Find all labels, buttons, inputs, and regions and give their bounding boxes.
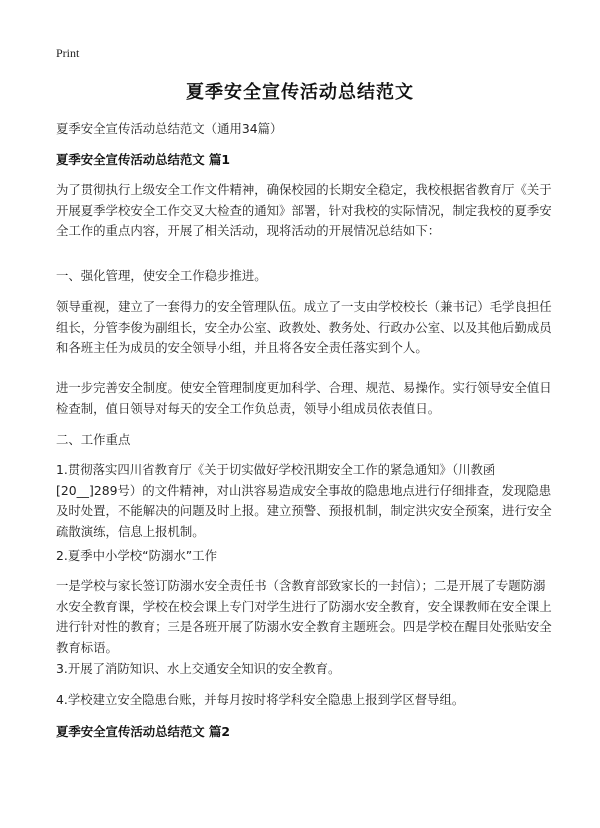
paragraph-intro: 为了贯彻执行上级安全工作文件精神，确保校园的长期安全稳定，我校根据省教育厅《关于开展夏季学校安全工作交叉大检查的通知》部署，针对我校的实际情况，制定我校的夏季安全工作的重点内容，开展了相关活动，现将活动的开展情况总结如下： — [56, 182, 552, 238]
paragraph-drowning-prevention: 一是学校与家长签订防溺水安全责任书（含教育部致家长的一封信）；二是开展了专题防溺水安全教育课，学校在校会课上专门对学生进行了防溺水安全教育，安全课教师在安全课上进行针对性的教育；三是各班开展了防溺水安全教育主题班会。四是学校在醒目处张贴安全教育标语。 — [56, 578, 552, 655]
section-heading-2: 夏季安全宣传活动总结范文 篇2 — [56, 724, 231, 739]
paragraph-fire-water-safety: 3.开展了消防知识、水上交通安全知识的安全教育。 — [56, 661, 341, 676]
page-title: 夏季安全宣传活动总结范文 — [186, 82, 414, 103]
paragraph-drowning-prevention-title: 2.夏季中小学校“防溺水”工作 — [56, 548, 217, 563]
paragraph-safety-system: 进一步完善安全制度。使安全管理制度更加科学、合理、规范、易操作。实行领导安全值日检查制，值日领导对每天的安全工作负总责，领导小组成员依表值日。 — [56, 380, 552, 416]
paragraph-flood-safety: 1.贯彻落实四川省教育厅《关于切实做好学校汛期安全工作的紧急通知》（川教函[20__]289号）的文件精神，对山洪容易造成安全事故的隐患地点进行仔细排查，发现隐患及时处置，不能解决的问题及时上报。建立预警、预报机制，制定洪灾安全预案，进行安全疏散演练，信息上报机制。 — [56, 462, 552, 539]
print-link[interactable]: Print — [56, 46, 80, 60]
document-subtitle: 夏季安全宣传活动总结范文（通用34篇） — [56, 121, 283, 136]
paragraph-hazard-ledger: 4.学校建立安全隐患台账，并每月按时将学科安全隐患上报到学区督导组。 — [56, 692, 465, 707]
paragraph-strengthen-management: 一、强化管理，使安全工作稳步推进。 — [56, 268, 267, 283]
paragraph-leadership: 领导重视，建立了一套得力的安全管理队伍。成立了一支由学校校长（兼书记）毛学良担任组长，分管李俊为副组长，安全办公室、政教处、教务处、行政办公室、以及其他后勤成员和各班主任为成员的安全领导小组，并且将各安全责任落实到个人。 — [56, 299, 552, 355]
section-heading-1: 夏季安全宣传活动总结范文 篇1 — [56, 152, 231, 167]
paragraph-work-focus: 二、工作重点 — [56, 432, 131, 447]
